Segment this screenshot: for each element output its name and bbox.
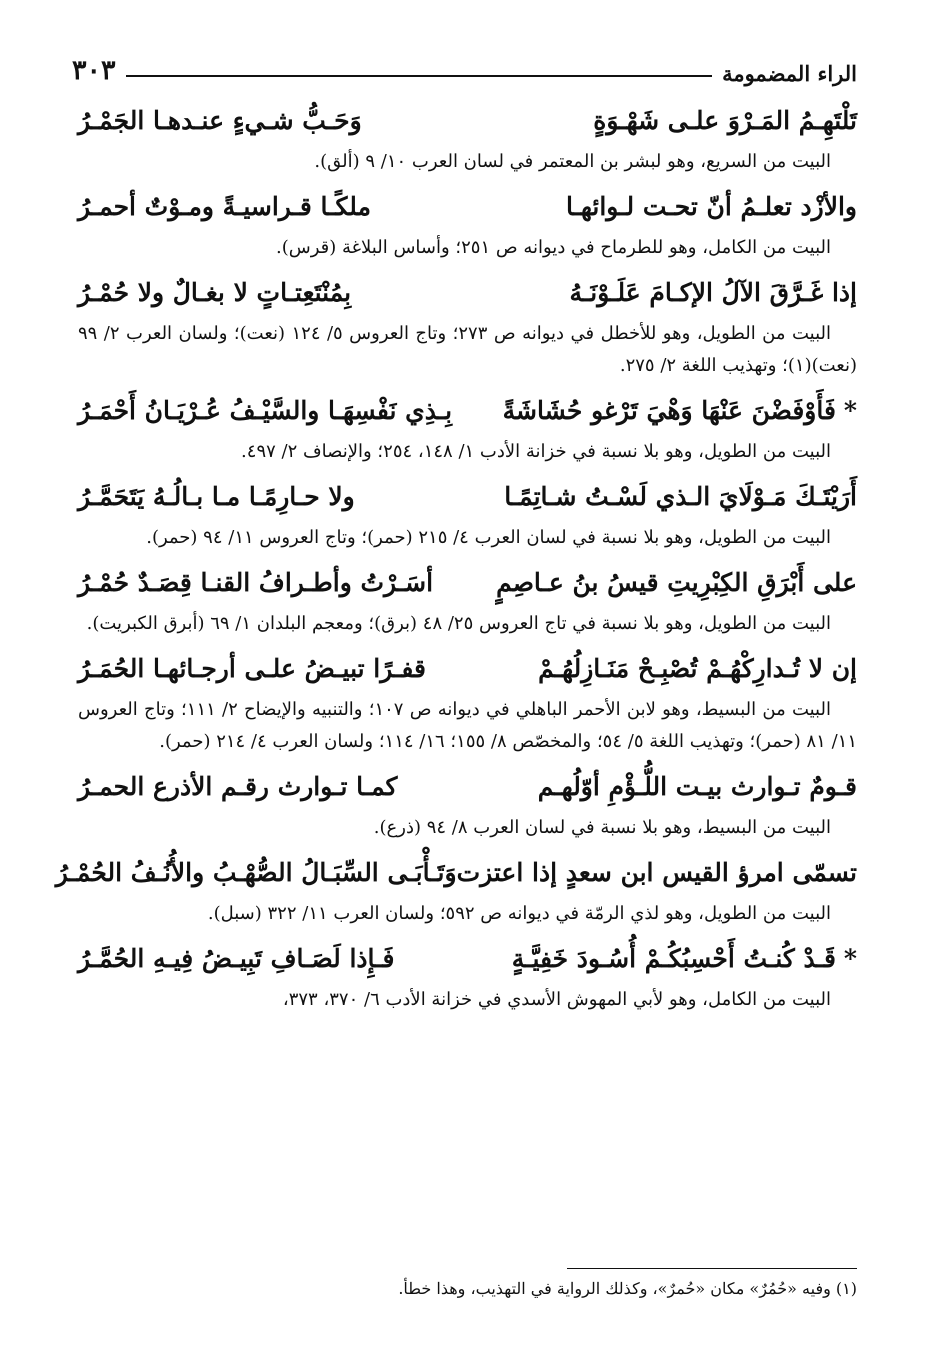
first-hemistich: تَلْتَهِـمُ المَـرْوَ علـى شَهْـوَةٍ bbox=[593, 106, 857, 135]
verse-entry bbox=[78, 96, 857, 178]
second-hemistich: بِمُنْتَعِتـاتٍ لا بغـالٌ ولا حُمْـرُ bbox=[78, 278, 352, 307]
second-hemistich: وَتَـأْبَـى السِّبَـالُ الصُّهْـبُ والأُنُـفُ الحُمْـرُ bbox=[55, 858, 457, 887]
second-hemistich: ولا حـارِمًـا مـا بـالُـهُ يَتَحَمَّـرُ bbox=[78, 482, 355, 511]
first-hemistich-text: فَأَوْفَضْنَ عَنْهَا وَهْيَ تَرْغو حُشَاشَةً bbox=[502, 396, 836, 425]
first-hemistich: إن لا تُـدارِكْهُـمْ تُصْبِـحْ مَنَـازِلُهُـمْ bbox=[538, 654, 857, 683]
section-title: الراء المضمومة bbox=[722, 61, 857, 86]
footnote-rule bbox=[567, 1268, 857, 1269]
first-hemistich: والأزْد تعلـمُ أنّ تحـت لـوائهـا bbox=[565, 192, 857, 221]
verse-line bbox=[78, 268, 857, 318]
verse-entry bbox=[78, 934, 857, 1016]
verse-line bbox=[78, 558, 857, 608]
first-hemistich bbox=[512, 934, 857, 984]
footnote: (١) وفيه «حُمُرٌ» مكان «حُمرٌ»، وكذلك الرواية في التهذيب، وهذا خطأ. bbox=[398, 1279, 857, 1298]
verse-entry bbox=[55, 848, 857, 930]
verse-citation: البيت من الطويل، وهو بلا نسبة في خزانة الأدب ١/ ١٤٨، ٢٥٤؛ والإنصاف ٢/ ٤٩٧. bbox=[241, 441, 831, 462]
verse-entry bbox=[78, 644, 857, 758]
verse-citation: البيت من الطويل، وهو لذي الرمّة في ديوانه ص ٥٩٢؛ ولسان العرب ١١/ ٣٢٢ (سبل). bbox=[207, 903, 831, 924]
verse-entry bbox=[78, 472, 857, 554]
verse-line bbox=[78, 762, 857, 812]
page-content bbox=[55, 96, 857, 1020]
first-hemistich: إذا غَـرَّقَ الآلُ الإكـامَ عَلَـوْنَـهُ bbox=[569, 278, 857, 307]
verse-citation: البيت من البسيط، وهو لابن الأحمر الباهلي في ديوانه ص ١٠٧؛ والتنبيه والإيضاح ٢/ ١١١؛ وتاج العروس ١١/ ٨١ (حمر)؛ وتهذيب اللغة ٥/ ٥٤؛ والمخصّص ٨/ ١٥٥؛ ١٦/ ١١٤؛ ولسان العرب ٤/ ٢١٤ (حمر). bbox=[78, 699, 857, 752]
first-hemistich: قـومٌ تـوارث بيـت اللُّـؤْمِ أوّلُهـم bbox=[537, 772, 857, 801]
verse-entry bbox=[78, 762, 857, 844]
second-hemistich: ملكًـا قـراسيـةً ومـوْتٌ أحمـرُ bbox=[78, 192, 371, 221]
first-hemistich bbox=[503, 386, 857, 436]
second-hemistich: كمـا تـوارث رقـم الأذرع الحمـرُ bbox=[78, 772, 398, 801]
verse-line bbox=[78, 182, 857, 232]
header-rule bbox=[126, 75, 713, 77]
second-hemistich: أسَـرْتُ وأطـرافُ القنـا قِصَـدٌ حُمْـرُ bbox=[78, 568, 434, 597]
verse-entry bbox=[78, 182, 857, 264]
verse-entry bbox=[78, 268, 857, 382]
verse-line bbox=[78, 644, 857, 694]
verse-line bbox=[78, 386, 857, 436]
verse-entry bbox=[78, 386, 857, 468]
verse-citation: البيت من البسيط، وهو بلا نسبة في لسان العرب ٨/ ٩٤ (ذرع). bbox=[373, 817, 831, 838]
verse-citation: البيت من السريع، وهو لبشر بن المعتمر في لسان العرب ١٠/ ٩ (ألق). bbox=[314, 151, 831, 172]
first-hemistich: تسمّى امرؤ القيس ابن سعدٍ إذا اعتزت bbox=[456, 858, 857, 887]
second-hemistich: وَحَـبُّ شـيءٍ عنـدهـا الجَمْـرُ bbox=[78, 106, 362, 135]
first-hemistich: على أَبْرَقِ الكِبْرِيتِ قيسُ بنُ عـاصِمٍ bbox=[496, 568, 857, 597]
second-hemistich: قفـرًا تبيـضُ علـى أرجـائهـا الحُمَـرُ bbox=[78, 654, 426, 683]
first-hemistich-text: قَـدْ كُنـتُ أَحْسِبُكُـمْ أُسُـودَ خَفِيَّـةٍ bbox=[511, 944, 836, 973]
verse-citation: البيت من الطويل، وهو بلا نسبة في لسان العرب ٤/ ٢١٥ (حمر)؛ وتاج العروس ١١/ ٩٤ (حمر). bbox=[146, 527, 831, 548]
verse-citation: البيت من الطويل، وهو بلا نسبة في تاج العروس ٢٥/ ٤٨ (برق)؛ ومعجم البلدان ١/ ٦٩ (أبرق الكبريت). bbox=[86, 613, 831, 634]
verse-citation: البيت من الطويل، وهو للأخطل في ديوانه ص ٢٧٣؛ وتاج العروس ٥/ ١٢٤ (نعت)؛ ولسان العرب ٢/ ٩٩ (نعت)(١)؛ وتهذيب اللغة ٢/ ٢٧٥. bbox=[78, 323, 857, 376]
first-hemistich: أَرَيْتَـكَ مَـوْلَايَ الـذي لَسْـتُ شـاتِمًـا bbox=[504, 482, 857, 511]
verse-citation: البيت من الكامل، وهو للطرماح في ديوانه ص ٢٥١؛ وأساس البلاغة (قرس). bbox=[276, 237, 831, 258]
star-marker: * bbox=[843, 944, 857, 973]
verse-entry bbox=[78, 558, 857, 640]
verse-line bbox=[55, 848, 857, 898]
verse-citation: البيت من الكامل، وهو لأبي المهوش الأسدي في خزانة الأدب ٦/ ٣٧٠، ٣٧٣، bbox=[282, 989, 831, 1010]
second-hemistich: فَـإِذا لَصَـافِ تَبِيـضُ فِيـهِ الحُمَّـرُ bbox=[78, 944, 395, 973]
page-number: ٣٠٣ bbox=[72, 55, 116, 86]
star-marker: * bbox=[843, 396, 857, 425]
second-hemistich: بِـذِي نَفْسِهَـا والسَّيْـفُ عُـرْيَـانُ أَحْمَـرُ bbox=[78, 396, 453, 425]
verse-line bbox=[78, 934, 857, 984]
page-header bbox=[72, 52, 857, 86]
verse-line bbox=[78, 96, 857, 146]
verse-line bbox=[78, 472, 857, 522]
